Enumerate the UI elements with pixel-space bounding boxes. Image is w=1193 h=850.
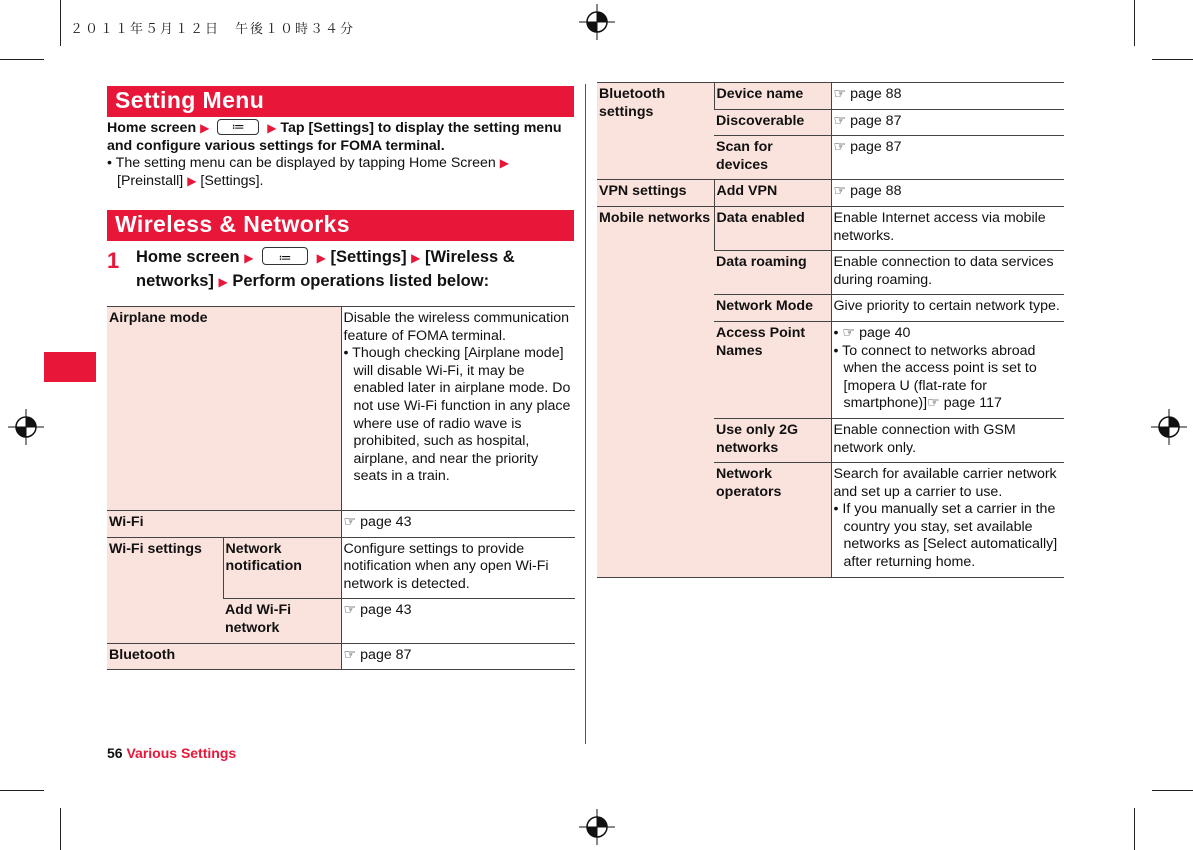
registration-mark-icon — [579, 809, 615, 845]
wifi-label: Wi-Fi — [107, 511, 341, 538]
registration-mark-icon — [579, 4, 615, 40]
print-timestamp: ２０１１年５月１２日 午後１０時３４分 — [70, 22, 356, 37]
intro-bullet: • The setting menu can be displayed by tapping Home Screen ▶ [Preinstall] ▶ [Settings]. — [107, 155, 509, 189]
table-row — [597, 83, 1064, 110]
page-ref: ☞ page 117 — [927, 395, 1002, 411]
chapter-tab — [44, 352, 96, 382]
arrow-right-icon: ▶ — [244, 251, 254, 265]
network-mode-desc: Give priority to certain network type. — [831, 295, 1064, 322]
wifi-desc — [341, 511, 575, 538]
airplane-mode-label: Airplane mode — [107, 307, 341, 511]
step-text-a: Home screen — [136, 248, 240, 266]
add-wifi-network-desc — [341, 599, 575, 643]
crop-mark — [0, 59, 44, 60]
page-ref: ☞ page 40 — [842, 325, 910, 341]
page-ref: ☞ page 87 — [834, 113, 902, 129]
add-vpn-label: Add VPN — [714, 180, 831, 207]
crop-mark — [1152, 790, 1193, 791]
apn-bullet-2: • To connect to networks abroad when the access point is set to [mopera U (flat-rate for smartphone)]☞ page 117 — [834, 343, 1063, 413]
apn-bullet-1: • ☞ page 40 — [834, 325, 1063, 343]
use-2g-label: Use only 2G networks — [714, 418, 831, 462]
discoverable-desc — [831, 109, 1064, 136]
step-number: 1 — [107, 248, 120, 273]
scan-devices-label: Scan for devices — [714, 136, 831, 180]
menu-key-icon — [262, 247, 308, 265]
page-ref: ☞ page 88 — [834, 86, 902, 102]
intro-text — [107, 119, 574, 190]
setting-menu-banner: Setting Menu — [107, 86, 574, 117]
arrow-right-icon: ▶ — [200, 121, 210, 135]
intro-lead-b: Tap [Settings] to display the setting menu and configure various settings for FOMA terminal. — [107, 120, 562, 154]
table-row — [107, 307, 575, 511]
wireless-settings-table — [107, 306, 575, 670]
page-ref: ☞ page 87 — [834, 139, 902, 155]
step-text-c: [Wireless & networks] — [136, 248, 515, 290]
discoverable-label: Discoverable — [714, 109, 831, 136]
arrow-right-icon: ▶ — [267, 121, 277, 135]
access-point-names-desc — [831, 321, 1064, 418]
page-ref: ☞ page 88 — [834, 183, 902, 199]
table-row — [107, 537, 575, 599]
add-wifi-network-label: Add Wi-Fi network — [223, 599, 341, 643]
network-mode-label: Network Mode — [714, 295, 831, 322]
data-roaming-desc: Enable connection to data services during roaming. — [831, 251, 1064, 295]
arrow-right-icon: ▶ — [218, 275, 228, 289]
page-ref: ☞ page 87 — [344, 647, 412, 663]
airplane-mode-text: Disable the wireless communication feature of FOMA terminal. — [343, 310, 570, 344]
crop-mark — [1134, 808, 1135, 850]
airplane-mode-desc — [341, 307, 575, 511]
table-row — [597, 180, 1064, 207]
table-row — [107, 643, 575, 670]
data-enabled-desc: Enable Internet access via mobile networks. — [831, 206, 1064, 250]
bluetooth-label: Bluetooth — [107, 643, 341, 670]
network-settings-table — [597, 82, 1064, 578]
crop-mark — [1152, 59, 1193, 60]
arrow-right-icon: ▶ — [316, 251, 326, 265]
bluetooth-desc — [341, 643, 575, 670]
menu-key-icon — [217, 119, 259, 135]
crop-mark — [1134, 0, 1135, 46]
network-operators-text: Search for available carrier network and set up a carrier to use. — [833, 466, 1057, 500]
intro-bullet-c: [Settings]. — [200, 172, 264, 189]
page-number: 56 — [107, 745, 123, 761]
step-text-d: Perform operations listed below: — [232, 272, 490, 290]
step-1 — [107, 246, 577, 294]
network-operators-note: • If you manually set a carrier in the country you stay, set available networks as [Select automatically] after returning home. — [833, 501, 1058, 571]
table-row — [597, 206, 1064, 250]
data-enabled-label: Data enabled — [714, 206, 831, 250]
add-vpn-desc — [831, 180, 1064, 207]
mobile-networks-label: Mobile networks — [597, 206, 714, 577]
wifi-settings-label: Wi-Fi settings — [107, 537, 223, 643]
step-text-b: [Settings] — [330, 248, 407, 266]
network-operators-label: Network operators — [714, 463, 831, 578]
bluetooth-settings-label: Bluetooth settings — [597, 83, 714, 180]
arrow-right-icon: ▶ — [499, 156, 509, 170]
registration-mark-icon — [1151, 409, 1187, 445]
use-2g-desc: Enable connection with GSM network only. — [831, 418, 1064, 462]
device-name-label: Device name — [714, 83, 831, 110]
section-name: Various Settings — [126, 745, 237, 761]
arrow-right-icon: ▶ — [187, 173, 197, 188]
table-row — [107, 511, 575, 538]
page-footer — [107, 745, 236, 761]
intro-bullet-b: [Preinstall] — [117, 172, 184, 189]
network-notification-desc: Configure settings to provide notification when any open Wi-Fi network is detected. — [341, 537, 575, 599]
column-divider — [585, 84, 586, 744]
crop-mark — [0, 790, 44, 791]
page-ref: ☞ page 43 — [344, 602, 412, 618]
wireless-networks-banner: Wireless & Networks — [107, 210, 574, 241]
vpn-settings-label: VPN settings — [597, 180, 714, 207]
crop-mark — [60, 0, 61, 46]
scan-devices-desc — [831, 136, 1064, 180]
airplane-mode-note: • Though checking [Airplane mode] will disable Wi-Fi, it may be enabled later in airplane mode. Do not use Wi-Fi function in any place where use of radio wave is prohibited, such as hospital, airplane, and near the priority seats in a train. — [343, 345, 571, 485]
data-roaming-label: Data roaming — [714, 251, 831, 295]
intro-lead-a: Home screen — [107, 120, 197, 136]
device-name-desc — [831, 83, 1064, 110]
intro-bullet-a: The setting menu can be displayed by tapping Home Screen — [115, 155, 496, 171]
page-ref: ☞ page 43 — [344, 514, 412, 530]
network-operators-desc — [831, 463, 1064, 578]
crop-mark — [60, 808, 61, 850]
registration-mark-icon — [8, 409, 44, 445]
arrow-right-icon: ▶ — [411, 251, 421, 265]
intro-lead — [107, 119, 574, 155]
access-point-names-label: Access Point Names — [714, 321, 831, 418]
network-notification-label: Network notification — [223, 537, 341, 599]
